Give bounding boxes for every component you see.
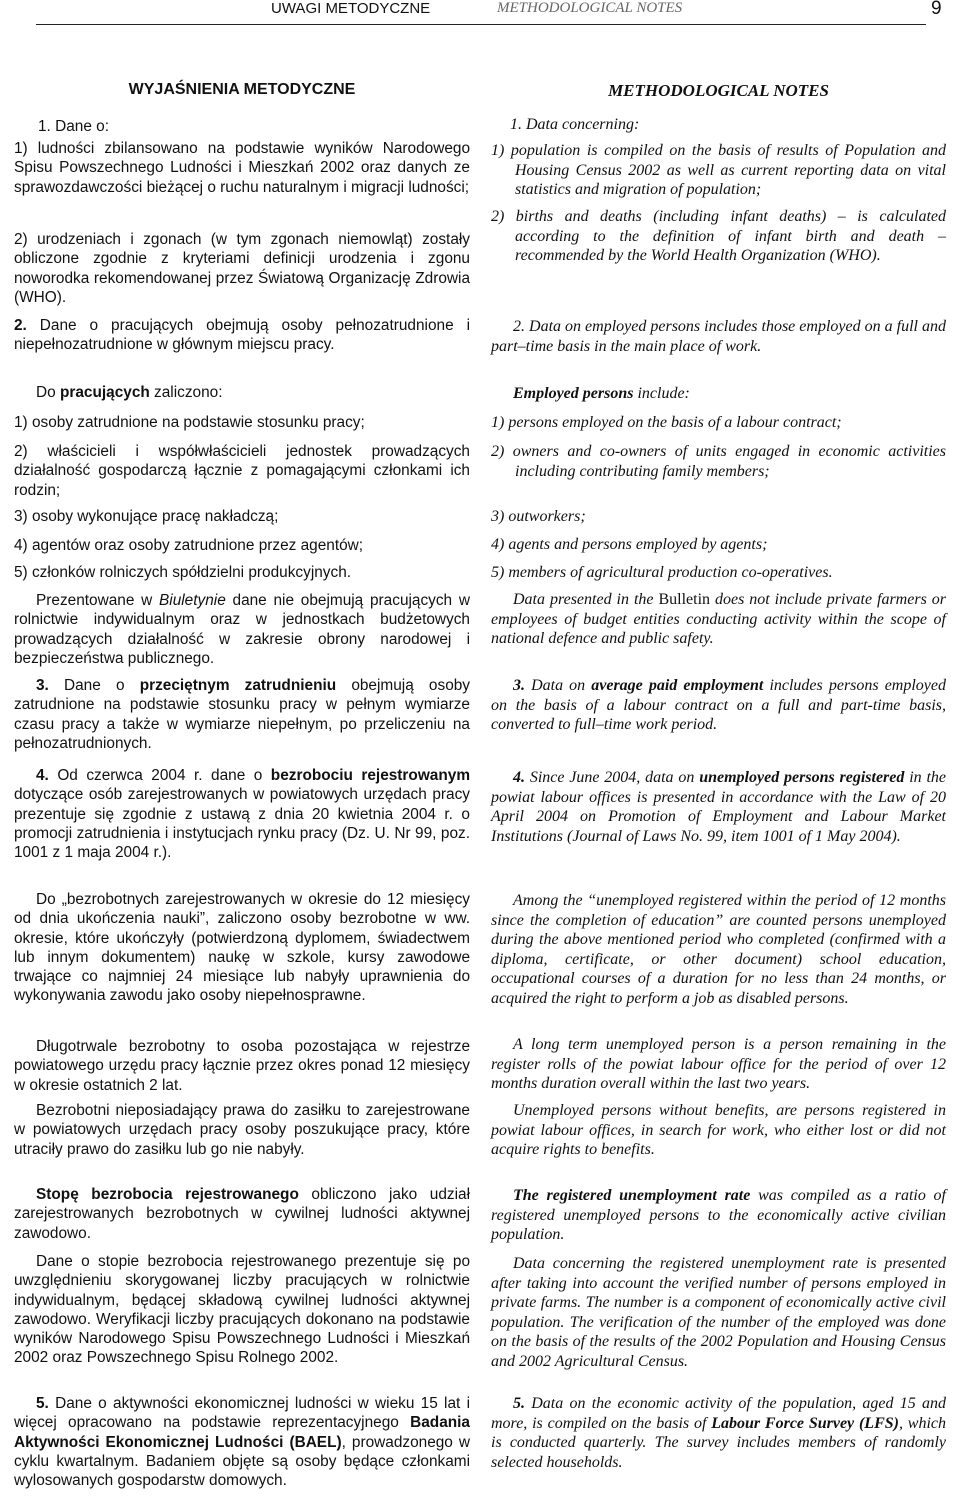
en-s4-p2: Among the “unemployed registered within the period of 12 months since the completion of education” are counted persons unemployed during the above mentioned period who completed (confirmed with a diploma, certificate, or other document) school education, occupational courses of a duration for no less than 24 months, or acquired the right to perform a job as disabled persons. [491,892,946,1007]
page-header [0,0,960,32]
en-s2-lead: Employed persons include: [513,385,690,402]
en-s2-item-5: 5) members of agricultural production co-operatives. [491,564,833,581]
pl-s2-item-1: 1) osoby zatrudnione na podstawie stosunku pracy; [14,414,365,431]
en-s1-item-1: 1) population is compiled on the basis of results of Population and Housing Census 2002 as well as current reporting data on vital statistics and migration of population; [491,142,946,198]
pl-s2-note: Prezentowane w Biuletynie dane nie obejmują pracujących w rolnictwie indywidualnym oraz w jednostkach budżetowych prowadzących działalność w zakresie obrony narodowej i bezpieczeństwa publicznego. [14,592,470,667]
en-s2-item-2: 2) owners and co-owners of units engaged in economic activities including contributing family members; [491,443,946,480]
header-title-polish: UWAGI METODYCZNE [271,0,431,17]
en-section-title: METHODOLOGICAL NOTES [608,81,829,100]
header-title-english: METHODOLOGICAL NOTES [497,0,683,16]
en-s4-p3: A long term unemployed person is a person remaining in the register rolls of the powiat labour office for the period of over 12 months duration overall within the last two years. [491,1036,946,1092]
en-s2-note: Data presented in the Bulletin does not include private farmers or employees of budget entities conducting activity within the scope of national defence and public safety. [491,591,946,647]
pl-s3-paragraph: 3. Dane o przeciętnym zatrudnieniu obejmują osoby zatrudnione na podstawie stosunku pracy w pełnym wymiarze czasu pracy a także w wymiarze niepełnym, po przeliczeniu na pełnozatrudnionych. [14,677,471,752]
pl-s1-heading: 1. Dane o: [38,118,110,135]
pl-s2-lead: Do pracujących zaliczono: [36,384,223,401]
en-s2-item-4: 4) agents and persons employed by agents; [491,536,768,553]
pl-s2-number: 2. [14,317,27,334]
pl-s4-p3: Długotrwale bezrobotny to osoba pozostająca w rejestrze powiatowego urzędu pracy łącznie przez okres ponad 12 miesięcy w okresie ostatnich 2 lat. [14,1038,470,1094]
pl-s2-item-3: 3) osoby wykonujące pracę nakładczą; [14,508,279,525]
en-s1-heading: 1. Data concerning: [510,116,640,133]
en-s5-paragraph: 5. Data on the economic activity of the population, aged 15 and more, is compiled on the basis of Labour Force Survey (LFS), which is conducted quarterly. The survey includes members of randomly selected households. [491,1395,947,1471]
en-s2-item-1: 1) persons employed on the basis of a labour contract; [491,414,842,431]
pl-s4-paragraph: 4. Od czerwca 2004 r. dane o bezrobociu rejestrowanym dotyczące osób zarejestrowanych w powiatowych urzędach pracy prezentuje się zgodnie z ustawą z dnia 20 kwietnia 2004 r. o promocji zatrudnienia i instytucjach rynku pracy (Dz. U. Nr 99, poz. 1001 z 1 maja 2004 r.). [14,767,471,862]
en-s2-item-3: 3) outworkers; [491,508,586,525]
en-s4-p6: Data concerning the registered unemployment rate is presented after taking into account the verified number of persons employed in private farms. The number is a component of economically active civil population. The verification of the number of the employed was done on the basis of the results of the 2002 Population and Housing Census and 2002 Agricultural Census. [491,1255,946,1370]
en-s2-paragraph: 2. Data on employed persons includes those employed on a full and part–time basis in the main place of work. [491,318,946,355]
en-s1-item-2: 2) births and deaths (including infant deaths) – is calculated according to the definition of infant birth and death – recommended by the World Health Organization (WHO). [491,208,946,264]
pl-s2-item-4: 4) agentów oraz osoby zatrudnione przez agentów; [14,537,364,554]
en-s4-p4: Unemployed persons without benefits, are persons registered in powiat labour offices, in search for work, who either lost or did not acquire rights to benefits. [491,1102,946,1158]
pl-s5-paragraph: 5. Dane o aktywności ekonomicznej ludności w wieku 15 lat i więcej opracowano na podstawie reprezentacyjnego Badania Aktywności Ekonomicznej Ludności (BAEL), prowadzonego w cyklu kwartalnym. Badaniem objęte są osoby będące członkami wylosowanych gospodarstw domowych. [14,1395,470,1490]
pl-s4-p6: Dane o stopie bezrobocia rejestrowanego prezentuje się po uwzględnieniu skorygowanej liczby pracujących w rolnictwie indywidualnym, będącej składową cywilnej ludności aktywnej zawodowo. Weryfikacji liczby pracujących dokonano na podstawie wyników Narodowego Spisu Powszechnego Ludności i Mieszkań 2002 oraz Powszechnego Spisu Rolnego 2002. [14,1253,470,1367]
en-s3-paragraph: 3. Data on average paid employment includes persons employed on the basis of a labour contract on a full and part-time basis, converted to full–time work period. [491,677,946,733]
pl-s1-item-2: 2) urodzeniach i zgonach (w tym zgonach niemowląt) zostały obliczone zgodnie z kryteriami definicji urodzenia i zgonu noworodka rekomendowanej przez Światową Organizację Zdrowia (WHO). [14,231,470,306]
pl-s1-item-1: 1) ludności zbilansowano na podstawie wyników Narodowego Spisu Powszechnego Ludności i Mieszkań 2002 oraz danych ze sprawozdawczości bieżącej o ruchu naturalnym i migracji ludności; [14,140,470,196]
pl-s2-item-2: 2) właścicieli i współwłaścicieli jednostek prowadzących działalność gospodarczą łącznie z pomagającymi członkami ich rodzin; [14,443,470,499]
en-s4-paragraph: 4. Since June 2004, data on unemployed persons registered in the powiat labour offices is presented in accordance with the Law of 20 April 2004 on Promotion of Employment and Labour Market Institutions (Journal of Laws No. 99, item 1001 of 1 May 2004). [491,769,947,845]
en-s4-p5: The registered unemployment rate was compiled as a ratio of registered unemployed persons to the economically active civilian population. [491,1187,946,1243]
header-rule [36,24,926,25]
pl-s4-p5: Stopę bezrobocia rejestrowanego obliczono jako udział zarejestrowanych bezrobotnych w cywilnej ludności aktywnej zawodowo. [14,1186,470,1242]
pl-s4-p4: Bezrobotni nieposiadający prawa do zasiłku to zarejestrowane w powiatowych urzędach pracy osoby poszukujące pracy, które utraciły prawo do zasiłku lub go nie nabyły. [14,1102,470,1158]
pl-s2-item-5: 5) członków rolniczych spółdzielni produkcyjnych. [14,564,352,581]
page-number: 9 [931,0,942,19]
pl-s4-p2: Do „bezrobotnych zarejestrowanych w okresie do 12 miesięcy od dnia ukończenia nauki”, zaliczono osoby bezrobotne w ww. okresie, które ukończyły (potwierdzoną dyplomem, świadectwem lub innym dokumentem) naukę w szkole, kursy zawodowe trwające co najmniej 24 miesiące lub nabyły uprawnienia do wykonywania zawodu jako osoby niepełnosprawne. [14,891,470,1005]
pl-s2-paragraph: 2. Dane o pracujących obejmują osoby pełnozatrudnione i niepełnozatrudnione w głównym miejscu pracy. [14,317,470,354]
pl-section-title: WYJAŚNIENIA METODYCZNE [128,81,356,98]
